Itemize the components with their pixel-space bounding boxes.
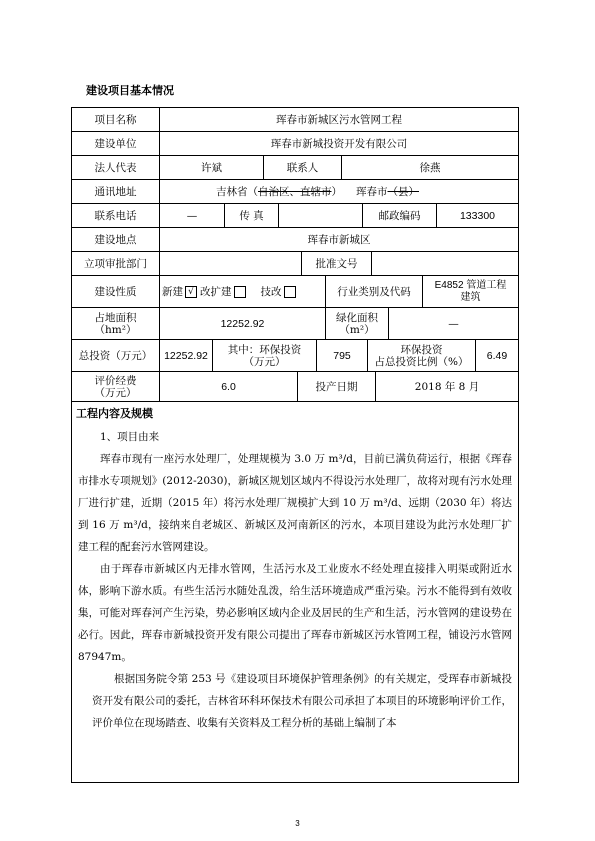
- section-title: 工程内容及规模: [76, 407, 153, 420]
- env-ratio-label-line2: 占总投资比例（%）: [374, 355, 469, 368]
- row-area: [72, 308, 518, 340]
- green-value: —: [388, 308, 518, 339]
- contact-label: 联系人: [263, 156, 341, 179]
- row-address: [72, 180, 518, 204]
- area-label-line1: 占地面积: [94, 311, 137, 324]
- paragraph-problem: 由于珲春市新城区内无排水管网，生活污水及工业废水不经处理直接排入明渠或附近水体，影响下游水质。有些生活污水随处乱泼，给生活环境造成严重污染。污水不能得到有效收集，可能对珲春河产生污染，势必影响区域内企业及居民的生产和生活，污水管网的建设势在必行。因此，珲春市新城投资开发有限公司提出了珲春市新城区污水管网工程，铺设污水管网 87947m。: [78, 563, 512, 663]
- postcode-label: 邮政编码: [362, 204, 436, 227]
- env-ratio-value: 6.49: [475, 340, 518, 371]
- env-invest-label: [212, 340, 316, 371]
- eval-fee-label-line1: 评价经费: [94, 374, 137, 387]
- eval-fee-value: 6.0: [159, 372, 297, 401]
- nature-options: [159, 276, 325, 307]
- eval-fee-label-line2: （万元）: [94, 386, 137, 399]
- env-invest-label-line2: （万元）: [243, 355, 286, 368]
- row-eval-fee: [72, 372, 518, 402]
- page-heading: 建设项目基本情况: [86, 84, 174, 97]
- row-builder: [72, 132, 518, 156]
- contact-value: 徐燕: [341, 156, 518, 179]
- project-name-value: 珲春市新城区污水管网工程: [159, 108, 518, 131]
- row-approval: [72, 252, 518, 276]
- legal-rep-value: 许斌: [159, 156, 263, 179]
- area-label-line2: （hm²）: [94, 323, 137, 336]
- row-legal-rep: [72, 156, 518, 180]
- row-nature: [72, 276, 518, 308]
- invest-label: 总投资（万元）: [78, 349, 153, 362]
- area-value: 12252.92: [159, 308, 325, 339]
- nature-tech-checkbox[interactable]: [284, 286, 296, 298]
- row-location: [72, 228, 518, 252]
- address-value: [159, 180, 518, 203]
- nature-new-label: 新建: [162, 285, 183, 298]
- row-project-name: [72, 108, 518, 132]
- row-investment: [72, 340, 518, 372]
- phone-value: —: [159, 204, 224, 227]
- invest-value: 12252.92: [159, 340, 212, 371]
- nature-expand-checkbox[interactable]: [234, 286, 246, 298]
- env-invest-label-line1: 其中：环保投资: [227, 343, 302, 356]
- approval-dept-value: [159, 252, 301, 275]
- env-invest-value: 795: [316, 340, 367, 371]
- sub-title: 1、项目由来: [100, 431, 160, 443]
- location-label: 建设地点: [94, 233, 137, 246]
- paragraph-origin: 珲春市现有一座污水处理厂，处理规模为 3.0 万 m³/d，目前已满负荷运行，根据《珲春市排水专项规划》(2012-2030)，新城区规划区域内不得设污水处理厂，故将对现有污水处理厂进行扩建，近期（2015 年）将污水处理厂规模扩大到 10 万 m³/d、远期（2030 年）将达到 16 万 m³/d，接纳来自老城区、新城区及河南新区的污水，本项目建设为此污水处理厂扩建工程的配套污水管网建设。: [78, 453, 512, 553]
- green-label-line1: 绿化面积: [336, 311, 378, 324]
- paragraph-regulation: 根据国务院令第 253 号《建设项目环境保护管理条例》的有关规定，受珲春市新城投资开发有限公司的委托，吉林省环科环保技术有限公司承担了本项目的环境影响评价工作，评价单位在现场踏查、收集有关资料及工程分析的基础上编制了本: [92, 673, 512, 729]
- legal-rep-label: 法人代表: [94, 161, 137, 174]
- env-ratio-label-line1: 环保投资: [400, 343, 443, 356]
- address-paren-close: ）: [331, 185, 342, 198]
- green-label: [325, 308, 388, 339]
- address-county-struck: （县）: [387, 185, 419, 198]
- industry-value: E4852 管道工程建筑: [422, 276, 518, 307]
- fax-value: [278, 204, 362, 227]
- nature-label: 建设性质: [94, 285, 137, 298]
- env-ratio-label: [367, 340, 475, 371]
- address-city: 珲春市: [356, 185, 388, 198]
- nature-tech-label: 技改: [260, 285, 282, 298]
- location-value: 珲春市新城区: [159, 228, 518, 251]
- address-label: 通讯地址: [94, 185, 137, 198]
- phone-label: 联系电话: [94, 209, 137, 222]
- builder-label: 建设单位: [94, 137, 137, 150]
- nature-new-checkbox[interactable]: √: [185, 286, 197, 298]
- address-paren-open: （: [247, 185, 258, 198]
- approval-no-label: 批准文号: [301, 252, 371, 275]
- basic-info-form: [71, 107, 519, 783]
- fax-label: 传 真: [224, 204, 278, 227]
- industry-label: 行业类别及代码: [325, 276, 422, 307]
- address-province: 吉林省: [216, 185, 248, 198]
- row-phone: [72, 204, 518, 228]
- green-label-line2: （m²）: [339, 323, 375, 336]
- eval-fee-label: [72, 372, 159, 401]
- project-name-label: 项目名称: [94, 113, 137, 126]
- nature-expand-label: 改扩建: [200, 285, 232, 298]
- builder-value: 珲春市新城投资开发有限公司: [159, 132, 518, 155]
- prod-date-label: 投产日期: [297, 372, 375, 401]
- area-label: [72, 308, 159, 339]
- approval-no-value: [371, 252, 518, 275]
- address-region-struck: 自治区、直辖市: [258, 185, 332, 198]
- page-number: 3: [295, 819, 300, 828]
- postcode-value: 133300: [436, 204, 518, 227]
- prod-date-value: 2018 年 8 月: [375, 372, 518, 401]
- approval-dept-label: 立项审批部门: [84, 257, 147, 270]
